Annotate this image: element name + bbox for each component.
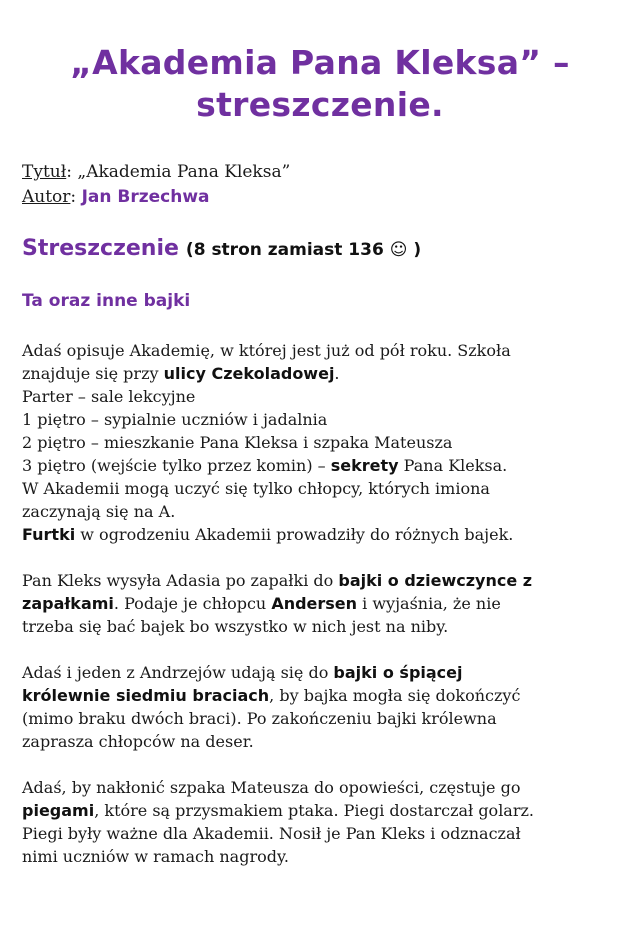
subsection-heading: Ta oraz inne bajki <box>22 291 191 311</box>
paragraph-4 <box>22 776 618 868</box>
author-meta-line <box>22 185 618 210</box>
text-line: Parter – sale lekcyjne <box>22 387 196 406</box>
text-line: zaprasza chłopców na deser. <box>22 732 254 751</box>
document-title <box>22 42 618 126</box>
title-line-1: „Akademia Pana Kleksa” – <box>70 43 570 82</box>
text-line: zapałkami. Podaje je chłopcu Andersen i wyjaśnia, że nie <box>22 594 501 613</box>
text-line: piegami, które są przysmakiem ptaka. Piegi dostarczał golarz. <box>22 801 535 820</box>
title-line-2: streszczenie. <box>196 85 444 124</box>
text-line: nimi uczniów w ramach nagrody. <box>22 847 289 866</box>
section-heading-note: (8 stron zamiast 136 ☺ ) <box>185 240 422 260</box>
bold-term: Furtki <box>22 525 76 544</box>
bold-term: królewnie siedmiu braciach <box>22 686 270 705</box>
title-value: : „Akademia Pana Kleksa” <box>66 162 291 182</box>
paragraph-1 <box>22 339 618 546</box>
bold-term: ulicy Czekoladowej <box>163 364 335 383</box>
text-line: Adaś i jeden z Andrzejów udają się do bajki o śpiącej <box>22 663 463 682</box>
title-meta-line <box>22 160 618 185</box>
text-line: 3 piętro (wejście tylko przez komin) – sekrety Pana Kleksa. <box>22 456 508 475</box>
text-line: Furtki w ogrodzeniu Akademii prowadziły do różnych bajek. <box>22 525 514 544</box>
author-name: Jan Brzechwa <box>81 187 210 207</box>
text-line: W Akademii mogą uczyć się tylko chłopcy, których imiona <box>22 479 490 498</box>
bold-term: sekrety <box>330 456 399 475</box>
section-heading <box>22 234 618 265</box>
text-line: Piegi były ważne dla Akademii. Nosił je Pan Kleks i odznaczał <box>22 824 521 843</box>
title-label: Tytuł <box>22 162 67 182</box>
text-line: trzeba się bać bajek bo wszystko w nich jest na niby. <box>22 617 449 636</box>
text-line: Adaś opisuje Akademię, w której jest już od pół roku. Szkoła <box>22 341 511 360</box>
paragraph-2 <box>22 569 618 638</box>
text-line: 1 piętro – sypialnie uczniów i jadalnia <box>22 410 328 429</box>
bold-term: piegami <box>22 801 95 820</box>
author-label: Autor <box>22 187 71 207</box>
author-separator: : <box>70 187 82 207</box>
document-page <box>0 42 640 948</box>
text-line: Adaś, by nakłonić szpaka Mateusza do opowieści, częstuje go <box>22 778 521 797</box>
metadata-block <box>22 160 618 210</box>
bold-term: bajki o śpiącej <box>333 663 463 682</box>
text-line: znajduje się przy ulicy Czekoladowej. <box>22 364 340 383</box>
text-line: królewnie siedmiu braciach, by bajka mogła się dokończyć <box>22 686 521 705</box>
section-heading-text: Streszczenie <box>22 236 179 261</box>
bold-term: bajki o dziewczynce z <box>338 571 533 590</box>
text-line: Pan Kleks wysyła Adasia po zapałki do bajki o dziewczynce z <box>22 571 533 590</box>
paragraph-3 <box>22 661 618 753</box>
bold-term: zapałkami <box>22 594 114 613</box>
text-line: (mimo braku dwóch braci). Po zakończeniu bajki królewna <box>22 709 497 728</box>
text-line: 2 piętro – mieszkanie Pana Kleksa i szpaka Mateusza <box>22 433 453 452</box>
bold-term: Andersen <box>271 594 358 613</box>
text-line: zaczynają się na A. <box>22 502 176 521</box>
